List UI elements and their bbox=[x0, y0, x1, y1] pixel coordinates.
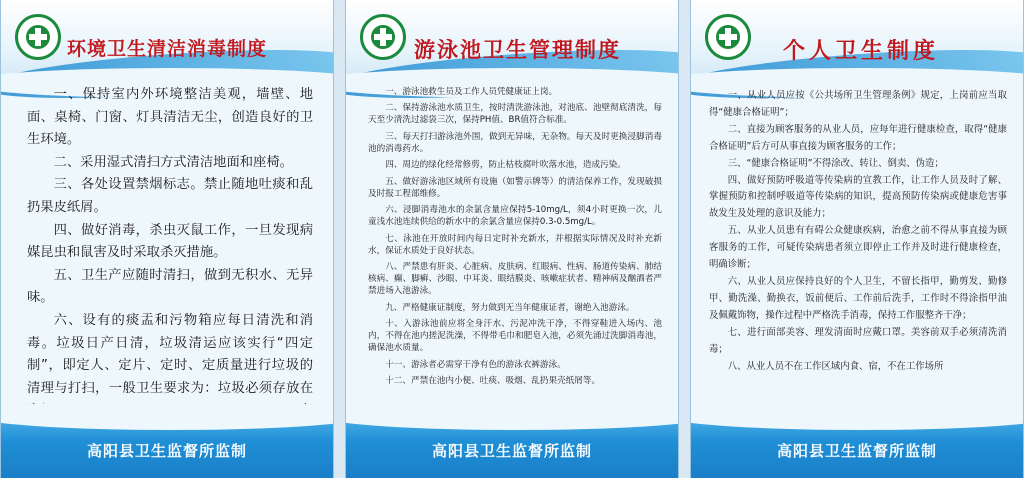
paragraph: 七、泳池在开放时间内每日定时补充新水，并根据实际情况及时补充新水，保证水质处于良好状态。 bbox=[368, 233, 662, 256]
paragraph: 十一、游泳者必需穿干净有色的游泳衣裤游泳。 bbox=[385, 359, 566, 370]
paragraph: 八、严禁患有肝炎、心脏病、皮肤病、红眼病、性病、肠道传染病、肺结核病、癫、脚癣、沙眼、中耳炎、眼结膜炎、咳嗽症状者、精神病及酗酒者严禁进场入池游泳。 bbox=[368, 262, 662, 297]
paragraph: 十二、严禁在池内小便、吐痰、吸烟、乱扔果壳纸屑等。 bbox=[385, 376, 601, 387]
panel-title: 个人卫生制度 bbox=[783, 39, 940, 64]
health-emblem-icon bbox=[705, 14, 751, 60]
paragraph: 三、各处设置禁烟标志。禁止随地吐痰和乱扔果皮纸屑。 bbox=[27, 177, 313, 215]
paragraph: 五、做好游泳池区域所有设施（如警示牌等）的清洁保养工作，发现破损及时报工程部维修。 bbox=[368, 176, 662, 199]
panel-title: 环境卫生清洁消毒制度 bbox=[67, 38, 268, 60]
paragraph: 二、直接为顾客服务的从业人员，应每年进行健康检查，取得“健康合格证明”后方可从事直接为顾客服务的工作； bbox=[709, 123, 1007, 152]
panel-body bbox=[709, 88, 1007, 375]
panel-footer bbox=[346, 416, 678, 478]
paragraph: 九、严格健康证制度，努力做到无当年健康证者，谢绝入池游泳。 bbox=[385, 302, 635, 313]
paragraph: 八、从业人员不在工作区域内食、宿，不在工作场所 bbox=[727, 360, 944, 372]
panel-body bbox=[27, 84, 313, 446]
paragraph: 四、周边的绿化经常修剪，防止枯枝腐叶吹落水池，造成污染。 bbox=[385, 160, 626, 171]
paragraph: 六、浸脚消毒池水的余氯含量应保持5-10mg/L，须4小时更换一次，儿童浅水池连续供给的新水中的余氯含量应保持0.3-0.5mg/L。 bbox=[368, 205, 662, 228]
paragraph: 二、采用湿式清扫方式清洁地面和座椅。 bbox=[53, 154, 293, 170]
panel-body bbox=[368, 86, 662, 392]
panel-header bbox=[346, 0, 678, 86]
paragraph: 四、做好消毒，杀虫灭鼠工作，一旦发现病媒昆虫和鼠害及时采取杀灭措施。 bbox=[27, 222, 313, 261]
health-emblem-icon bbox=[360, 14, 406, 60]
panel-swimming-pool bbox=[345, 0, 679, 478]
panel-footer bbox=[691, 416, 1023, 478]
paragraph: 二、保持游泳池水质卫生，按时清洗游泳池，对池底、池壁彻底清洗，每天至少清洗过滤袋三次，保持PH值、BR值符合标准。 bbox=[368, 103, 662, 126]
panel-header bbox=[1, 0, 333, 86]
footer-text: 高阳县卫生监督所监制 bbox=[431, 442, 592, 460]
footer-text: 高阳县卫生监督所监制 bbox=[86, 442, 247, 460]
panel-header bbox=[691, 0, 1023, 86]
paragraph: 三、每天打扫游泳池外围，做到无异味，无杂物。每天及时更换浸脚消毒池的消毒药水。 bbox=[368, 131, 662, 154]
paragraph: 四、做好预防呼吸道等传染病的宣教工作，让工作人员及时了解、掌握预防和控制呼吸道等传染病的知识，提高预防传染病或健康危害事故发生及处理的意识及能力； bbox=[709, 174, 1007, 220]
paragraph: 三、“健康合格证明”不得涂改、转让、倒卖、伪造； bbox=[727, 157, 944, 169]
paragraph: 十、入游泳池前应将全身汗水、污泥冲洗干净，不得穿鞋进入场内、池内，不得在池内搓泥洗澡，不得带毛巾和肥皂入池，必须先涌过洗脚消毒池，确保池水质量。 bbox=[368, 319, 662, 354]
paragraph: 五、从业人员患有有碍公众健康疾病，治愈之前不得从事直接为顾客服务的工作，可疑传染病患者须立即停止工作并及时进行健康检查，明确诊断； bbox=[709, 225, 1007, 271]
footer-text: 高阳县卫生监督所监制 bbox=[776, 442, 937, 460]
paragraph: 一、游泳池救生员及工作人员凭健康证上岗。 bbox=[385, 87, 558, 97]
paragraph: 一、保持室内外环境整洁美观，墙壁、地面、桌椅、门窗、灯具清洁无尘，创造良好的卫生环境。 bbox=[27, 87, 313, 148]
panel-title: 游泳池卫生管理制度 bbox=[414, 38, 621, 62]
panel-environment bbox=[0, 0, 334, 478]
paragraph: 六、从业人员应保持良好的个人卫生，不留长指甲，勤剪发、勤修甲、勤洗澡、勤换衣，饭前便后、工作前后洗手，工作时不得涂指甲油及佩戴饰物，操作过程中严格洗手消毒，保持工作服整齐干净； bbox=[709, 275, 1007, 321]
paragraph: 六、设有的痰盂和污物箱应每日清洗和消毒。垃圾日产日清，垃圾清运应该实行“四定制”，即定人、定片、定时、定质量进行垃圾的清理与打扫，一般卫生要求为：垃圾必须存放在 bbox=[27, 312, 313, 396]
panel-personal-hygiene bbox=[690, 0, 1024, 478]
panel-footer bbox=[1, 416, 333, 478]
health-emblem-icon bbox=[15, 14, 61, 60]
paragraph: 七、进行面部美容、理发清面时应戴口罩。美容前双手必须清洗消毒； bbox=[709, 326, 1007, 355]
paragraph: 一、从业人员应按《公共场所卫生管理条例》规定，上岗前应当取得“健康合格证明”； bbox=[709, 90, 1007, 118]
paragraph: 五、卫生产应随时清扫，做到无积水、无异味。 bbox=[27, 267, 313, 306]
